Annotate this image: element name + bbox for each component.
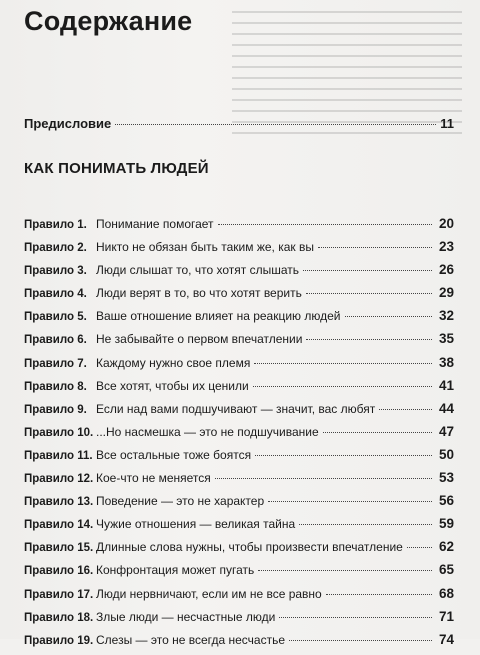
rule-page: 65 [438, 562, 454, 578]
toc-entry [24, 424, 454, 447]
rule-title: Злые люди — несчастные люди [96, 609, 276, 624]
rule-page: 32 [438, 308, 454, 324]
toc-entry [24, 539, 454, 562]
dot-leader [306, 293, 432, 294]
dot-leader [345, 316, 433, 317]
rule-label: Правило 13. [24, 496, 94, 509]
rule-title: Никто не обязан быть таким же, как вы [96, 240, 314, 255]
dot-leader [407, 547, 432, 548]
dot-leader [306, 339, 432, 340]
rule-page: 38 [438, 354, 454, 370]
rule-label: Правило 16. [24, 565, 94, 578]
toc-entry [24, 239, 454, 262]
dot-leader [115, 124, 436, 125]
rule-page: 50 [438, 446, 454, 462]
dot-leader [318, 247, 432, 248]
toc-entry [24, 285, 454, 308]
rule-title: Не забывайте о первом впечатлении [96, 332, 303, 347]
rule-title: Слезы — это не всегда несчастье [96, 632, 286, 647]
rule-page: 62 [438, 539, 454, 555]
dot-leader [323, 432, 432, 433]
rule-page: 71 [438, 608, 454, 624]
dot-leader [268, 501, 432, 502]
rule-label: Правило 15. [24, 542, 94, 555]
rule-label: Правило 11. [24, 449, 93, 462]
dot-leader [299, 524, 432, 525]
rule-page: 68 [438, 585, 454, 601]
rule-title: Если над вами подшучивают — значит, вас любят [96, 401, 376, 416]
rule-page: 47 [438, 423, 454, 439]
rule-page: 41 [438, 377, 454, 393]
dot-leader [218, 224, 432, 225]
toc-entry [24, 262, 454, 285]
rule-title: Люди верят в то, во что хотят верить [96, 286, 302, 301]
toc-entry [24, 401, 454, 424]
toc-entry [24, 562, 454, 585]
rule-page: 56 [438, 493, 454, 509]
rule-title: Каждому нужно свое племя [96, 355, 251, 370]
dot-leader [289, 640, 432, 641]
toc-entry [24, 632, 454, 655]
rule-title: Кое-что не меняется [96, 471, 211, 486]
rule-title: Конфронтация может пугать [96, 563, 255, 578]
rule-page: 53 [438, 470, 454, 486]
dot-leader [254, 363, 432, 364]
dot-leader [279, 617, 432, 618]
rule-title: Люди нервничают, если им не все равно [96, 586, 322, 601]
preface-entry [24, 116, 454, 131]
section-heading: КАК ПОНИМАТЬ ЛЮДЕЙ [24, 160, 209, 177]
rule-page: 23 [438, 239, 454, 255]
rule-label: Правило 1. [24, 219, 87, 231]
rule-label: Правило 4. [24, 288, 87, 301]
dot-leader [215, 478, 432, 479]
rule-label: Правило 10. [24, 426, 94, 439]
rule-label: Правило 2. [24, 242, 87, 255]
rule-title: Длинные слова нужны, чтобы произвести впечатление [96, 540, 403, 555]
toc-entry [24, 355, 454, 378]
toc-entry [24, 331, 454, 354]
rule-label: Правило 3. [24, 265, 87, 278]
toc-entry [24, 586, 454, 609]
rule-label: Правило 9. [24, 403, 87, 416]
rule-title: Все хотят, чтобы их ценили [96, 378, 249, 393]
rule-title: Понимание помогает [96, 217, 214, 231]
dot-leader [379, 409, 432, 410]
rule-title: Чужие отношения — великая тайна [96, 517, 296, 532]
toc-entry [24, 308, 454, 331]
rule-label: Правило 7. [24, 357, 87, 370]
rule-page: 74 [438, 631, 454, 647]
page-title: Содержание [24, 6, 193, 36]
rule-label: Правило 19. [24, 634, 94, 647]
toc-entry [24, 378, 454, 401]
preface-label: Предисловие [24, 116, 112, 131]
bleed-through-text [232, 2, 462, 122]
rule-label: Правило 12. [24, 473, 94, 486]
rule-label: Правило 8. [24, 380, 87, 393]
rule-title: Ваше отношение влияет на реакцию людей [96, 309, 341, 324]
toc-entry [24, 609, 454, 632]
rule-label: Правило 5. [24, 311, 87, 324]
rule-page: 26 [438, 262, 454, 278]
rule-page: 29 [438, 285, 454, 301]
dot-leader [258, 570, 432, 571]
rule-title: ...Но насмешка — это не подшучивание [96, 424, 319, 439]
preface-page: 11 [440, 116, 454, 131]
toc-entry [24, 447, 454, 470]
rule-label: Правило 14. [24, 519, 94, 532]
rule-title: Поведение — это не характер [96, 494, 265, 509]
rule-page: 59 [438, 516, 454, 532]
toc-entry [24, 493, 454, 516]
dot-leader [253, 386, 432, 387]
rule-title: Все остальные тоже боятся [96, 447, 252, 462]
toc-entry [24, 216, 454, 239]
toc-entry [24, 516, 454, 539]
rule-label: Правило 18. [24, 611, 94, 624]
dot-leader [255, 455, 432, 456]
dot-leader [326, 594, 432, 595]
rule-page: 35 [438, 331, 454, 347]
rule-list [24, 216, 454, 655]
rule-page: 20 [438, 216, 454, 231]
rule-page: 44 [438, 400, 454, 416]
rule-label: Правило 6. [24, 334, 87, 347]
dot-leader [303, 270, 432, 271]
rule-title: Люди слышат то, что хотят слышать [96, 263, 299, 278]
rule-label: Правило 17. [24, 588, 94, 601]
toc-entry [24, 470, 454, 493]
